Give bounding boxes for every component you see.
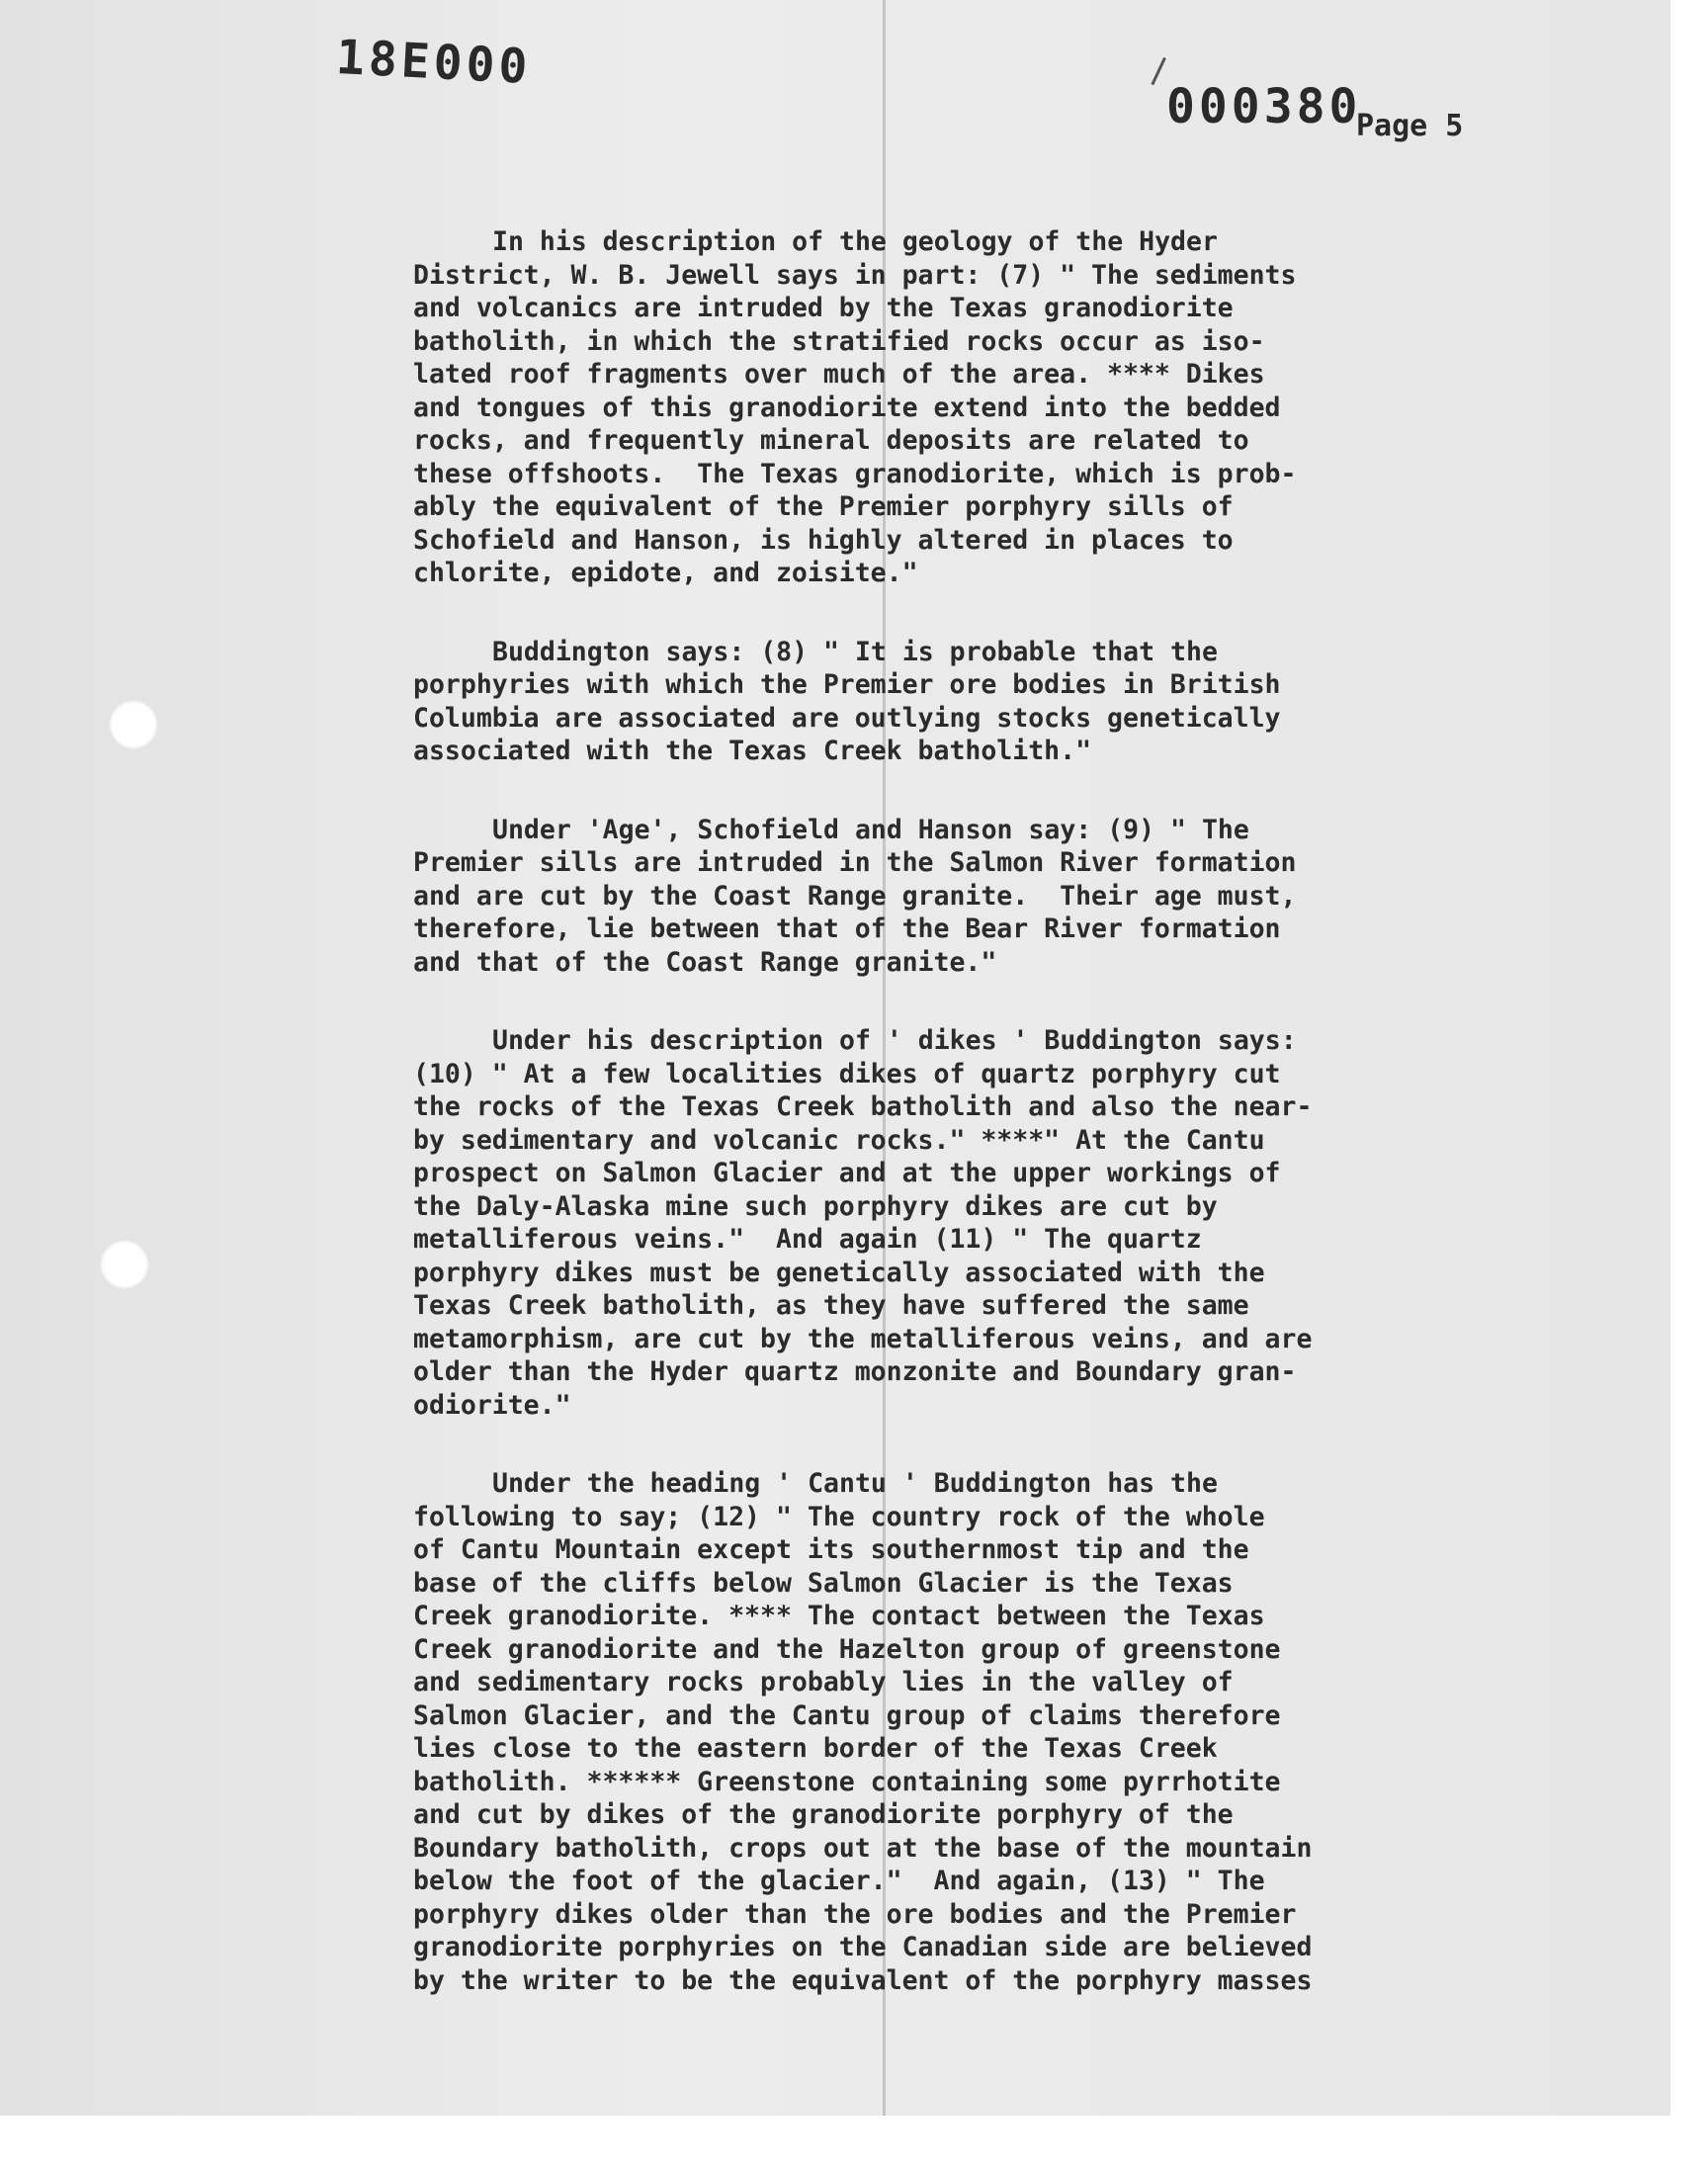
text-line: Creek granodiorite and the Hazelton group of greenstone	[413, 1633, 1281, 1665]
text-line: by sedimentary and volcanic rocks." ****" At the Cantu	[413, 1124, 1265, 1156]
text-line: batholith. ****** Greenstone containing some pyrrhotite	[413, 1766, 1281, 1797]
text-line: older than the Hyder quartz monzonite and Boundary gran-	[413, 1356, 1297, 1387]
text-line: chlorite, epidote, and zoisite."	[413, 558, 918, 588]
text-line: Premier sills are intruded in the Salmon River formation	[413, 847, 1297, 878]
stamp-number-left: 18E000	[334, 29, 533, 96]
text-line: associated with the Texas Creek batholith."	[413, 736, 1092, 766]
text-line: rocks, and frequently mineral deposits are related to	[413, 425, 1249, 456]
text-line: Buddington says: (8) " It is probable that the	[492, 636, 1218, 667]
text-line: ably the equivalent of the Premier porphyry sills of	[413, 491, 1234, 522]
text-line: Under his description of ' dikes ' Buddington says:	[492, 1025, 1297, 1056]
text-line: below the foot of the glacier." And again, (13) " The	[413, 1866, 1265, 1896]
text-line: porphyries with which the Premier ore bodies in British	[413, 669, 1281, 700]
text-line: Creek granodiorite. **** The contact between the Texas	[413, 1601, 1265, 1631]
text-line: lated roof fragments over much of the area. **** Dikes	[413, 359, 1265, 390]
text-line: the Daly-Alaska mine such porphyry dikes are cut by	[413, 1190, 1218, 1222]
text-line: and that of the Coast Range granite."	[413, 946, 997, 978]
page-number: Page 5	[1356, 109, 1464, 143]
text-line: base of the cliffs below Salmon Glacier is the Texas	[413, 1567, 1234, 1599]
text-line: these offshoots. The Texas granodiorite, which is prob-	[413, 458, 1297, 489]
text-line: Schofield and Hanson, is highly altered in places to	[413, 524, 1234, 556]
text-line: porphyry dikes older than the ore bodies and the Premier	[413, 1898, 1297, 1930]
paragraph-4	[413, 1024, 1402, 1422]
text-line: porphyry dikes must be genetically associated with the	[413, 1257, 1265, 1288]
text-line: and cut by dikes of the granodiorite porphyry of the	[413, 1799, 1234, 1830]
text-line: by the writer to be the equivalent of the porphyry masses	[413, 1964, 1313, 1996]
text-line: In his description of the geology of the Hyder	[492, 226, 1218, 257]
document-body	[413, 225, 1402, 2043]
text-line: batholith, in which the stratified rocks occur as iso-	[413, 325, 1265, 357]
text-line: prospect on Salmon Glacier and at the upper workings of	[413, 1158, 1281, 1188]
text-line: District, W. B. Jewell says in part: (7) " The sediments	[413, 259, 1297, 291]
text-line: and volcanics are intruded by the Texas granodiorite	[413, 293, 1234, 323]
text-line: Boundary batholith, crops out at the base of the mountain	[413, 1832, 1313, 1864]
stamp-number-right: 000380	[1166, 79, 1362, 134]
text-line: Columbia are associated are outlying stocks genetically	[413, 702, 1281, 734]
paragraph-5	[413, 1467, 1402, 1997]
text-line: Salmon Glacier, and the Cantu group of claims therefore	[413, 1699, 1281, 1731]
text-line: granodiorite porphyries on the Canadian side are believed	[413, 1932, 1313, 1962]
text-line: the rocks of the Texas Creek batholith and also the near-	[413, 1091, 1313, 1122]
text-line: Under the heading ' Cantu ' Buddington has the	[492, 1468, 1218, 1499]
text-line: lies close to the eastern border of the Texas Creek	[413, 1733, 1218, 1764]
text-line: and sedimentary rocks probably lies in the valley of	[413, 1667, 1234, 1697]
text-line: therefore, lie between that of the Bear River formation	[413, 914, 1281, 944]
text-line: odiorite."	[413, 1389, 571, 1421]
text-line: metamorphism, are cut by the metalliferous veins, and are	[413, 1323, 1313, 1354]
text-line: and tongues of this granodiorite extend into the bedded	[413, 392, 1281, 423]
punch-hole-upper	[109, 700, 158, 749]
paragraph-1	[413, 225, 1402, 590]
punch-hole-lower	[100, 1240, 149, 1289]
paragraph-3	[413, 814, 1402, 980]
text-line: and are cut by the Coast Range granite. Their age must,	[413, 880, 1297, 912]
text-line: Under 'Age', Schofield and Hanson say: (9) " The	[492, 814, 1249, 845]
text-line: of Cantu Mountain except its southernmost tip and the	[413, 1534, 1249, 1565]
text-line: metalliferous veins." And again (11) " The quartz	[413, 1224, 1202, 1255]
text-line: (10) " At a few localities dikes of quartz porphyry cut	[413, 1058, 1281, 1089]
text-line: following to say; (12) " The country rock of the whole	[413, 1501, 1265, 1532]
paragraph-2	[413, 636, 1402, 768]
text-line: Texas Creek batholith, as they have suffered the same	[413, 1290, 1249, 1321]
